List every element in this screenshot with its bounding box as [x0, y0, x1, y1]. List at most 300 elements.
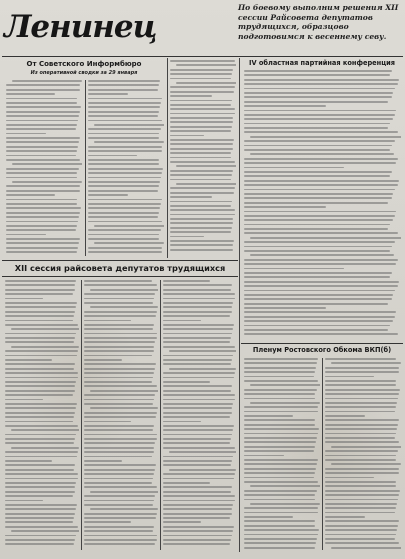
text-line [170, 121, 233, 123]
text-line [6, 172, 77, 174]
text-line [84, 438, 157, 440]
text-line [88, 181, 160, 183]
text-line [244, 329, 388, 331]
text-line [84, 521, 131, 523]
text-line [163, 508, 232, 510]
text-line [170, 152, 231, 154]
text-line [244, 180, 399, 182]
text-line [250, 254, 394, 256]
plenum-column-1 [244, 358, 320, 552]
text-line [94, 141, 164, 143]
text-line [5, 469, 74, 471]
text-line [163, 407, 232, 409]
text-line [325, 494, 399, 496]
text-line [84, 456, 152, 458]
text-line [325, 472, 399, 474]
text-line [6, 84, 80, 86]
text-line [5, 306, 76, 308]
text-line [244, 406, 318, 408]
text-line [5, 298, 43, 300]
text-line [244, 281, 399, 283]
text-line [88, 89, 158, 91]
text-line [5, 324, 78, 326]
text-line [244, 494, 315, 496]
text-line [325, 468, 399, 470]
text-line [5, 385, 75, 387]
text-line [163, 289, 231, 291]
text-line [84, 363, 156, 365]
text-line [325, 376, 374, 378]
text-line [244, 512, 318, 514]
text-line [244, 525, 315, 527]
text-line [88, 111, 159, 113]
text-line [176, 183, 236, 185]
text-line [325, 481, 396, 483]
text-line [163, 526, 234, 528]
text-line [244, 118, 393, 120]
text-line [169, 350, 236, 352]
text-line [163, 355, 233, 357]
text-line [6, 238, 80, 240]
text-line [244, 149, 390, 151]
text-line [12, 80, 82, 82]
text-line [170, 231, 231, 233]
text-line [5, 539, 75, 541]
text-line [331, 362, 401, 364]
text-line [84, 381, 152, 383]
text-line [84, 416, 156, 418]
text-line [325, 450, 398, 452]
text-line [5, 451, 78, 453]
text-line [244, 193, 393, 195]
party-conference-text [244, 70, 401, 342]
text-line [250, 485, 320, 487]
slogan: По боевому выполним решения XII сессии Райсовета депутатов трудящихся, образцово подготовимся к весеннему севу. [238, 3, 399, 41]
text-line [163, 306, 232, 308]
text-line [163, 434, 232, 436]
text-line [170, 78, 231, 80]
sovinform-column-2 [88, 80, 164, 258]
text-line [88, 216, 158, 218]
text-line [170, 214, 235, 216]
text-line [6, 159, 80, 161]
text-line [325, 358, 396, 360]
text-line [88, 163, 159, 165]
text-line [5, 464, 75, 466]
text-line [244, 215, 395, 217]
text-line [325, 406, 396, 408]
text-line [244, 276, 390, 278]
text-line [244, 74, 390, 76]
text-line [244, 325, 390, 327]
text-line [325, 516, 365, 518]
text-line [244, 450, 314, 452]
section-rule [241, 343, 403, 344]
text-line [5, 495, 73, 497]
text-line [84, 464, 156, 466]
text-line [84, 368, 155, 370]
text-line [250, 503, 320, 505]
text-line [88, 207, 160, 209]
text-line [163, 491, 231, 493]
text-line [88, 106, 160, 108]
text-line [84, 478, 153, 480]
text-line [170, 117, 233, 119]
text-line [6, 216, 79, 218]
text-line [5, 280, 76, 282]
text-line [6, 102, 77, 104]
text-line [163, 416, 230, 418]
text-line [5, 425, 78, 427]
text-line [176, 165, 236, 167]
text-line [163, 535, 232, 537]
text-line [244, 272, 392, 274]
session-column-1 [5, 280, 79, 552]
text-line [170, 143, 233, 145]
text-line [84, 460, 122, 462]
text-line [170, 192, 234, 194]
text-line [163, 460, 232, 462]
text-line [170, 236, 204, 238]
text-line [6, 93, 55, 95]
text-line [244, 398, 315, 400]
text-line [88, 137, 159, 139]
text-line [163, 298, 235, 300]
text-line [88, 185, 159, 187]
text-line [5, 293, 73, 295]
text-line [5, 491, 75, 493]
text-line [12, 163, 82, 165]
text-line [5, 473, 78, 475]
text-line [163, 500, 235, 502]
text-line [163, 517, 230, 519]
text-line [5, 289, 75, 291]
text-line [170, 130, 231, 132]
text-line [244, 472, 315, 474]
section-rule [2, 276, 238, 277]
text-line [163, 399, 235, 401]
text-line [163, 324, 234, 326]
text-line [6, 185, 80, 187]
plenum-column-2 [325, 358, 401, 552]
text-line [5, 500, 43, 502]
text-line [5, 526, 78, 528]
text-line [84, 539, 157, 541]
masthead: Ленинец [4, 9, 157, 45]
text-line [6, 115, 79, 117]
text-line [325, 507, 396, 509]
text-line [170, 227, 232, 229]
text-line [244, 298, 392, 300]
text-line [6, 141, 79, 143]
text-line [325, 485, 396, 487]
text-line [6, 146, 78, 148]
text-line [325, 512, 395, 514]
text-line [6, 120, 78, 122]
text-line [163, 302, 233, 304]
text-line [244, 437, 317, 439]
text-line [244, 127, 388, 129]
text-line [88, 128, 161, 130]
text-line [244, 358, 318, 360]
text-line [244, 224, 390, 226]
text-line [163, 513, 232, 515]
text-line [5, 412, 75, 414]
text-line [176, 64, 236, 66]
text-line [244, 415, 293, 417]
text-line [163, 293, 235, 295]
column-divider [167, 58, 168, 258]
text-line [94, 242, 164, 244]
section-rule [2, 260, 238, 261]
text-line [5, 377, 78, 379]
text-line [6, 106, 81, 108]
text-line [163, 530, 233, 532]
text-line [163, 341, 230, 343]
text-line [84, 403, 153, 405]
text-line [244, 79, 399, 81]
text-line [244, 123, 390, 125]
text-line [5, 403, 77, 405]
text-line [84, 320, 131, 322]
text-line [6, 124, 77, 126]
text-line [170, 73, 232, 75]
text-line [163, 346, 235, 348]
text-line [6, 177, 77, 179]
text-line [325, 437, 395, 439]
masthead-rule [2, 56, 403, 57]
text-line [170, 108, 235, 110]
text-line [6, 207, 81, 209]
text-line [84, 302, 153, 304]
text-line [244, 162, 396, 164]
text-line [244, 389, 317, 391]
text-line [84, 293, 155, 295]
text-line [6, 168, 79, 170]
text-line [88, 190, 158, 192]
text-line [90, 306, 158, 308]
text-line [88, 93, 128, 95]
text-line [163, 372, 235, 374]
text-line [88, 229, 161, 231]
text-line [90, 407, 158, 409]
text-line [84, 425, 154, 427]
text-line [88, 159, 159, 161]
text-line [163, 412, 232, 414]
text-line [94, 225, 164, 227]
column-divider [85, 80, 86, 256]
text-line [163, 478, 234, 480]
text-line [244, 290, 395, 292]
text-line [325, 393, 399, 395]
text-line [84, 421, 131, 423]
text-line [169, 469, 236, 471]
text-line [5, 315, 74, 317]
text-line [163, 311, 232, 313]
text-line [84, 451, 154, 453]
text-line [163, 394, 235, 396]
text-line [325, 389, 400, 391]
text-line [163, 337, 231, 339]
text-line [244, 101, 388, 103]
text-line [88, 247, 162, 249]
text-line [244, 206, 326, 208]
text-line [325, 459, 396, 461]
text-line [84, 469, 155, 471]
text-line [170, 148, 233, 150]
text-line [244, 303, 388, 305]
text-line [244, 538, 317, 540]
text-line [88, 120, 162, 122]
text-line [5, 350, 78, 352]
text-line [244, 411, 318, 413]
text-line [90, 289, 158, 291]
text-line [11, 346, 79, 348]
text-line [244, 83, 398, 85]
text-line [11, 328, 79, 330]
text-line [250, 136, 401, 138]
text-line [84, 399, 154, 401]
text-line [84, 513, 157, 515]
text-line [84, 429, 153, 431]
text-line [244, 333, 398, 335]
text-line [244, 428, 319, 430]
text-line [5, 390, 75, 392]
text-line [244, 263, 396, 265]
text-line [325, 538, 395, 540]
text-line [6, 234, 46, 236]
text-line [244, 455, 284, 457]
text-line [244, 516, 293, 518]
text-line [12, 181, 82, 183]
text-line [244, 171, 392, 173]
text-line [244, 424, 315, 426]
text-line [84, 359, 122, 361]
text-line [163, 390, 231, 392]
text-line [163, 425, 234, 427]
text-line [5, 341, 74, 343]
text-line [84, 473, 154, 475]
text-line [244, 481, 318, 483]
text-line [5, 337, 75, 339]
text-line [88, 84, 159, 86]
text-line [244, 92, 393, 94]
text-line [6, 242, 79, 244]
text-line [170, 201, 232, 203]
text-line [244, 499, 315, 501]
text-line [88, 172, 162, 174]
text-line [88, 155, 137, 157]
text-line [88, 133, 159, 135]
text-line [244, 259, 398, 261]
text-line [88, 251, 162, 253]
text-line [5, 333, 76, 335]
text-line [5, 513, 75, 515]
text-line [244, 459, 318, 461]
text-line [5, 478, 78, 480]
sovinform-subtitle: Из оперативной сводки за 29 января [30, 70, 138, 76]
text-line [84, 315, 156, 317]
sovinform-title: От Советского Информбюро [26, 60, 142, 68]
text-line [170, 69, 233, 71]
text-line [170, 126, 232, 128]
text-line [244, 371, 315, 373]
column-divider [160, 280, 161, 550]
text-line [5, 521, 73, 523]
text-line [84, 486, 157, 488]
text-line [163, 447, 235, 449]
text-line [6, 190, 80, 192]
text-line [84, 495, 155, 497]
text-line [88, 168, 163, 170]
text-line [244, 268, 344, 270]
text-line [170, 205, 231, 207]
text-line [163, 328, 233, 330]
text-line [244, 70, 392, 72]
text-line [244, 307, 326, 309]
text-line [5, 407, 76, 409]
text-line [170, 100, 232, 102]
text-line [84, 385, 157, 387]
text-line [5, 442, 74, 444]
text-line [170, 218, 233, 220]
text-line [325, 424, 398, 426]
text-line [325, 411, 395, 413]
text-line [6, 128, 76, 130]
text-line [163, 284, 232, 286]
text-line [244, 547, 315, 549]
text-line [84, 535, 157, 537]
text-line [88, 115, 158, 117]
text-line [6, 212, 80, 214]
text-line [163, 486, 232, 488]
text-line [244, 376, 314, 378]
text-line [163, 539, 231, 541]
text-line [6, 199, 77, 201]
text-line [163, 504, 233, 506]
text-line [163, 315, 230, 317]
text-line [170, 86, 235, 88]
text-line [5, 359, 52, 361]
text-line [250, 384, 320, 386]
text-line [163, 495, 235, 497]
text-line [325, 415, 365, 417]
text-line [244, 158, 398, 160]
text-line [325, 371, 399, 373]
text-line [6, 155, 76, 157]
text-line [163, 320, 201, 322]
text-line [5, 381, 76, 383]
text-line [325, 477, 374, 479]
middle-column-text [170, 60, 236, 256]
text-line [5, 399, 43, 401]
text-line [84, 530, 153, 532]
text-line [6, 225, 77, 227]
text-line [170, 135, 204, 137]
text-line [84, 543, 155, 545]
text-line [84, 311, 157, 313]
text-line [244, 490, 317, 492]
text-line [5, 434, 76, 436]
text-line [325, 402, 397, 404]
text-line [170, 91, 234, 93]
text-line [244, 529, 319, 531]
text-line [244, 311, 396, 313]
text-line [163, 385, 232, 387]
text-line [244, 167, 344, 169]
text-line [244, 316, 395, 318]
text-line [250, 153, 394, 155]
